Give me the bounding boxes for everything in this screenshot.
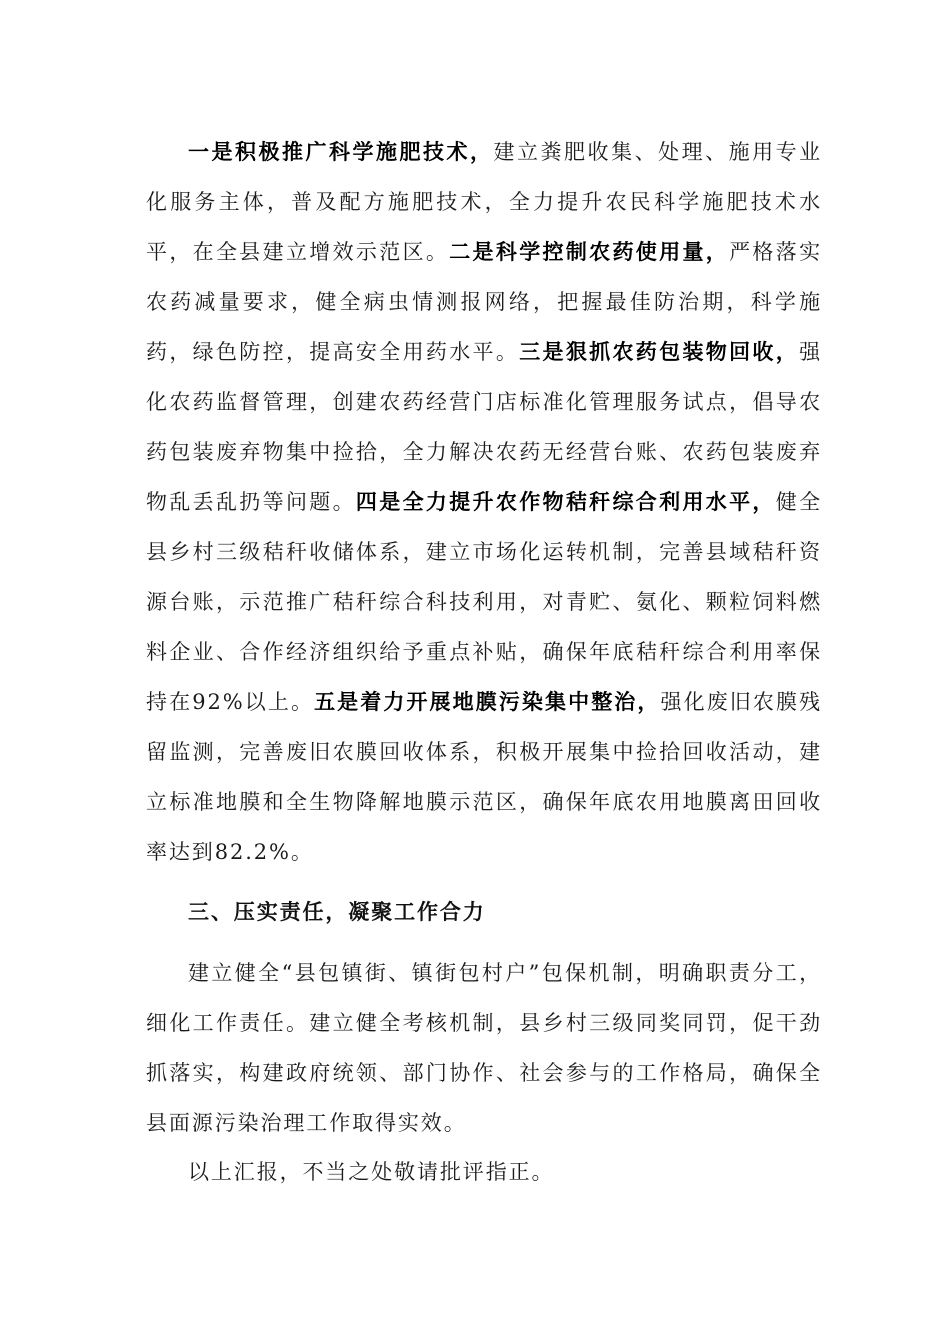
bold-point-2: 二是科学控制农药使用量， — [449, 239, 730, 264]
paragraph-text: 建立健全“县包镇街、镇街包村户”包保机制，明确职责分工，细化工作责任。建立健全考核机制，县乡村三级同奖同罚，促干劲抓落实，构建政府统领、部门协作、社会参与的工作格局，确保全县面源污染治理工作取得实效。 — [146, 961, 822, 1135]
paragraph-closing — [146, 1147, 822, 1197]
paragraph-text: 以上汇报，不当之处敬请批评指正。 — [188, 1160, 555, 1184]
point-2-text: 严格落实农药减量要求，健全病虫情测报网络，把握最佳防治期，科学施药，绿色防控，提高安全用药水平。 — [146, 240, 822, 364]
bold-point-5: 五是着力开展地膜污染集中整治， — [314, 689, 661, 714]
paragraph-text — [146, 127, 822, 877]
bold-point-1: 一是积极推广科学施肥技术， — [188, 139, 494, 164]
bold-point-3: 三是狠抓农药包装物回收， — [519, 339, 800, 364]
paragraph-responsibility — [146, 948, 822, 1148]
point-5-text: 强化废旧农膜残留监测，完善废旧农膜回收体系，积极开展集中捡拾回收活动，建立标准地膜和全生物降解地膜示范区，确保年底农用地膜离田回收率达到82.2%。 — [146, 690, 822, 864]
paragraph-measures — [146, 127, 822, 877]
point-4-text: 健全县乡村三级秸秆收储体系，建立市场化运转机制，完善县域秸秆资源台账，示范推广秸秆综合科技利用，对青贮、氨化、颗粒饲料燃料企业、合作经济组织给予重点补贴，确保年底秸秆综合利用率保持在92%以上。 — [146, 490, 822, 714]
point-3-text: 强化农药监督管理，创建农药经营门店标准化管理服务试点，倡导农药包装废弃物集中捡拾，全力解决农药无经营台账、农药包装废弃物乱丢乱扔等问题。 — [146, 340, 822, 514]
bold-point-4: 四是全力提升农作物秸秆综合利用水平， — [355, 489, 776, 514]
point-1-text: 建立粪肥收集、处理、施用专业化服务主体，普及配方施肥技术，全力提升农民科学施肥技术水平，在全县建立增效示范区。 — [146, 140, 822, 264]
section-heading: 三、压实责任，凝聚工作合力 — [188, 899, 486, 924]
